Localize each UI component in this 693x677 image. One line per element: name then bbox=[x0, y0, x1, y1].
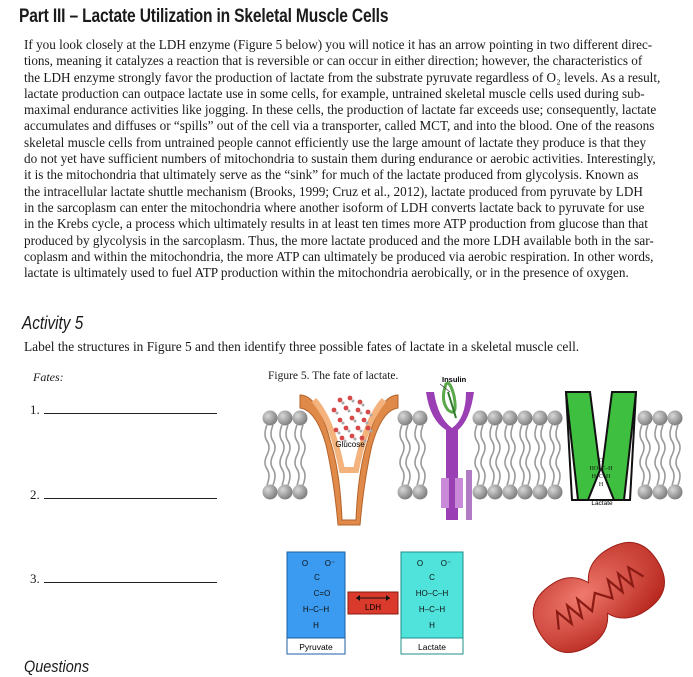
phospholipid-tail bbox=[670, 425, 674, 485]
svg-text:H: H bbox=[313, 621, 319, 630]
phospholipid-tail bbox=[520, 425, 524, 485]
paragraph-line: it is the mitochondria that ultimately serve as the “sink” for much of the lactate produced from glycolysis. Known as bbox=[24, 167, 639, 183]
phospholipid-tail bbox=[406, 425, 410, 485]
glut-transporter bbox=[300, 395, 398, 525]
glucose-label: Glucose bbox=[335, 440, 365, 449]
phospholipid-head bbox=[653, 411, 668, 426]
glucose-molecule bbox=[356, 426, 361, 431]
paragraph-line: coplasm and within the mitochondria, the more ATP can ultimately be produced via aerobic respiration. In other words, bbox=[24, 248, 654, 264]
phospholipid-head bbox=[473, 485, 488, 500]
glucose-atom bbox=[370, 430, 373, 433]
fate-number: 3. bbox=[30, 571, 40, 586]
phospholipid-tail bbox=[550, 425, 554, 485]
phospholipid-tail bbox=[265, 425, 269, 485]
phospholipid-head bbox=[473, 411, 488, 426]
glucose-molecule bbox=[350, 416, 355, 421]
phospholipid-head bbox=[548, 485, 563, 500]
fate-number: 2. bbox=[30, 487, 40, 502]
paragraph-line: the intracellular lactate shuttle mechanism (Brooks, 1999; Cruz et al., 2012), lactate produced from pyruvate by LDH bbox=[24, 183, 643, 199]
svg-text:H–C–H: H–C–H bbox=[418, 605, 446, 614]
svg-text:O⁻: O⁻ bbox=[440, 559, 452, 568]
phospholipid-tail bbox=[640, 425, 644, 485]
phospholipid-head bbox=[548, 411, 563, 426]
activity-title: Activity 5 bbox=[22, 313, 84, 333]
mct-transporter bbox=[566, 392, 636, 500]
svg-text:HO–C–H: HO–C–H bbox=[415, 589, 449, 598]
phospholipid-head bbox=[413, 485, 428, 500]
phospholipid-tail bbox=[475, 425, 479, 485]
glucose-atom bbox=[360, 430, 363, 433]
phospholipid-tail bbox=[421, 425, 425, 485]
glucose-atom bbox=[342, 402, 345, 405]
svg-text:C: C bbox=[429, 573, 435, 582]
lactate-label: Lactate bbox=[418, 642, 446, 652]
glucose-atom bbox=[352, 400, 355, 403]
insulin-label: Insulin bbox=[442, 375, 467, 384]
glucose-molecule bbox=[348, 396, 353, 401]
paragraph-line: in the sarcoplasm can enter the mitochondria where another isoform of LDH converts lactate back to pyruvate for use bbox=[24, 199, 645, 215]
phospholipid-head bbox=[518, 485, 533, 500]
phospholipid-tail bbox=[286, 425, 290, 485]
glucose-molecule bbox=[344, 406, 349, 411]
ldh-label: LDH bbox=[364, 603, 382, 612]
svg-text:H–C–H: H–C–H bbox=[591, 474, 611, 480]
phospholipid-head bbox=[278, 411, 293, 426]
phospholipid-tail bbox=[415, 425, 419, 485]
paragraph-line: produced by glycolysis in the sarcoplasm. Thus, the more lactate produced and the more LDH available both in the sar- bbox=[24, 232, 654, 248]
glucose-molecule bbox=[332, 408, 337, 413]
phospholipid-tail bbox=[400, 425, 404, 485]
phospholipid-head bbox=[668, 411, 683, 426]
glucose-molecule bbox=[344, 426, 349, 431]
svg-text:HO–C–H: HO–C–H bbox=[589, 466, 613, 472]
mitochondrion bbox=[521, 530, 676, 664]
glucose-molecule bbox=[338, 398, 343, 403]
phospholipid-head bbox=[533, 485, 548, 500]
svg-text:O: O bbox=[416, 559, 424, 568]
phospholipid-head bbox=[668, 485, 683, 500]
paragraph-line: If you look closely at the LDH enzyme (Figure 5 below) you will notice it has an arrow pointing in two different direc- bbox=[24, 37, 653, 52]
phospholipid-head bbox=[653, 485, 668, 500]
svg-text:C: C bbox=[314, 573, 320, 582]
activity-instruction: Label the structures in Figure 5 and then identify three possible fates of lactate in a skeletal muscle cell. bbox=[24, 339, 580, 354]
phospholipid-head bbox=[503, 411, 518, 426]
paragraph-line: skeletal muscle cells from untrained people cannot efficiently use the large amount of lactate they produce is that they bbox=[24, 134, 647, 150]
paragraph-line: lactate production can outpace lactate use in some cells, for example, untrained skeletal muscle cells used during sub- bbox=[24, 85, 645, 101]
paragraph-line: tions, meaning it catalyzes a reaction that is reversible or can occur in either direction; however, the characteristics of bbox=[24, 53, 643, 69]
glucose-molecule bbox=[358, 400, 363, 405]
svg-text:O⁻: O⁻ bbox=[324, 559, 336, 568]
glucose-atom bbox=[338, 432, 341, 435]
paragraph-line: lactate is ultimately used to fuel ATP production within the mitochondria aerobically, or in the presence of oxygen. bbox=[24, 265, 629, 281]
phospholipid-tail bbox=[535, 425, 539, 485]
paragraph-line: do not yet have sufficient numbers of mitochondria to sustain them during endurance or aerobic activities. Interestingly, bbox=[24, 151, 656, 167]
phospholipid-tail bbox=[676, 425, 680, 485]
glucose-molecule bbox=[366, 426, 371, 431]
lactate-box bbox=[401, 552, 463, 654]
phospholipid-head bbox=[278, 485, 293, 500]
phospholipid-tail bbox=[280, 425, 284, 485]
svg-text:H: H bbox=[598, 482, 604, 488]
pyruvate-box bbox=[287, 552, 345, 654]
phospholipid-tail bbox=[556, 425, 560, 485]
glucose-atom bbox=[360, 412, 363, 415]
glucose-molecule bbox=[338, 418, 343, 423]
phospholipid-tail bbox=[496, 425, 500, 485]
mct-lactate-label: Lactate bbox=[591, 500, 613, 507]
glucose-atom bbox=[336, 412, 339, 415]
phospholipid-tail bbox=[646, 425, 650, 485]
questions-heading: Questions bbox=[24, 657, 90, 676]
phospholipid-head bbox=[293, 485, 308, 500]
glucose-molecule bbox=[366, 410, 371, 415]
phospholipid-head bbox=[263, 411, 278, 426]
glucose-atom bbox=[348, 410, 351, 413]
paragraph-line: in the Krebs cycle, a process which ultimately results in at least ten times more ATP production from glucose than that bbox=[24, 216, 648, 232]
phospholipid-head bbox=[398, 411, 413, 426]
fates-label: Fates: bbox=[33, 370, 64, 384]
phospholipid-tail bbox=[541, 425, 545, 485]
pyruvate-label: Pyruvate bbox=[299, 642, 333, 652]
phospholipid-tail bbox=[481, 425, 485, 485]
paragraph-line: accumulates and diffuses or “spills” out of the cell via a transporter, called MCT, and into the blood. One of the reasons bbox=[24, 118, 655, 134]
phospholipid-head bbox=[263, 485, 278, 500]
phospholipid-tail bbox=[490, 425, 494, 485]
phospholipid-tail bbox=[655, 425, 659, 485]
svg-text:O: O bbox=[301, 559, 309, 568]
phospholipid-head bbox=[293, 411, 308, 426]
glucose-atom bbox=[362, 404, 365, 407]
figure-caption: Figure 5. The fate of lactate. bbox=[268, 370, 399, 382]
svg-text:O: O bbox=[598, 458, 604, 464]
phospholipid-head bbox=[638, 411, 653, 426]
phospholipid-head bbox=[518, 411, 533, 426]
glucose-atom bbox=[354, 420, 357, 423]
fate-number: 1. bbox=[30, 402, 40, 417]
phospholipid-head bbox=[398, 485, 413, 500]
phospholipid-tail bbox=[271, 425, 275, 485]
glucose-molecule bbox=[334, 428, 339, 433]
phospholipid-head bbox=[488, 485, 503, 500]
phospholipid-tail bbox=[505, 425, 509, 485]
membrane-protein bbox=[466, 470, 472, 520]
phospholipid-head bbox=[533, 411, 548, 426]
glucose-atom bbox=[366, 422, 369, 425]
section-title: Part III – Lactate Utilization in Skeletal Muscle Cells bbox=[19, 6, 389, 27]
glucose-atom bbox=[370, 414, 373, 417]
svg-text:C=O: C=O bbox=[313, 589, 331, 598]
phospholipid-head bbox=[413, 411, 428, 426]
glucose-molecule bbox=[356, 408, 361, 413]
phospholipid-head bbox=[638, 485, 653, 500]
glucose-atom bbox=[342, 422, 345, 425]
phospholipid-head bbox=[488, 411, 503, 426]
phospholipid-tail bbox=[295, 425, 299, 485]
svg-text:H: H bbox=[429, 621, 435, 630]
phospholipid-tail bbox=[526, 425, 530, 485]
svg-text:H–C–H: H–C–H bbox=[302, 605, 330, 614]
phospholipid-tail bbox=[661, 425, 665, 485]
phospholipid-tail bbox=[511, 425, 515, 485]
glucose-atom bbox=[348, 430, 351, 433]
glucose-molecule bbox=[362, 418, 367, 423]
phospholipid-tail bbox=[301, 425, 305, 485]
paragraph-line: the LDH enzyme strongly favor the production of lactate from the substrate pyruvate regardless of O₂ levels. As a result, bbox=[24, 69, 661, 85]
phospholipid-head bbox=[503, 485, 518, 500]
paragraph-line: maximal endurance activities like jogging. In these cells, the production of lactate far exceeds use; consequently, lactate bbox=[24, 102, 657, 118]
glucose-molecule bbox=[350, 434, 355, 439]
